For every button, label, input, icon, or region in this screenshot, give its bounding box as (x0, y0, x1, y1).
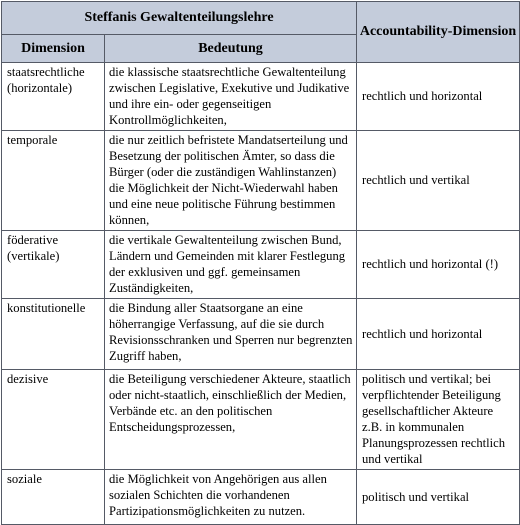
table-row (2, 63, 520, 131)
dimension-cell: konstitutionelle (2, 299, 105, 370)
bedeutung-cell: die klassische staatsrechtliche Gewaltenteilung zwischen Legislative, Exekutive und Judikative und ihre ein- oder gegenseitigen Kontrollmöglichkeiten, (105, 63, 357, 131)
dimension-cell: soziale (2, 470, 105, 525)
group-title: Steffanis Gewaltenteilungslehre (2, 2, 357, 35)
bedeutung-cell: die Möglichkeit von Angehörigen aus allen sozialen Schichten die vorhandenen Partizipationsmöglichkeiten zu nutzen. (105, 470, 357, 525)
column-header-accountability: Accountability-Dimension (357, 2, 520, 63)
bedeutung-cell: die Beteiligung verschiedener Akteure, staatlich oder nicht-staatlich, einschließlich der Medien, Verbände etc. an den politischen Entscheidungsprozessen, (105, 370, 357, 470)
accountability-cell: politisch und vertikal (357, 470, 520, 525)
dimension-cell: dezisive (2, 370, 105, 470)
gewaltenteilung-table (1, 1, 520, 525)
column-header-dimension: Dimension (2, 35, 105, 63)
accountability-cell: politisch und vertikal; bei verpflichtender Beteiligung gesellschaftlicher Akteure z.B. in kommunalen Planungsprozessen rechtlich und vertikal (357, 370, 520, 470)
accountability-cell: rechtlich und vertikal (357, 131, 520, 231)
bedeutung-cell: die vertikale Gewaltenteilung zwischen Bund, Ländern und Gemeinden mit klarer Festlegung der exklusiven und ggf. gemeinsamen Zuständigkeiten, (105, 231, 357, 299)
table-row (2, 470, 520, 525)
bedeutung-cell: die Bindung aller Staatsorgane an eine höherrangige Verfassung, auf die sie durch Revisionsschranken und Sperren nur begrenzten Zugriff haben, (105, 299, 357, 370)
dimension-cell: föderative (vertikale) (2, 231, 105, 299)
column-header-bedeutung: Bedeutung (105, 35, 357, 63)
bedeutung-cell: die nur zeitlich befristete Mandatserteilung und Besetzung der politischen Ämter, so dass die Bürger (oder die zuständigen Wahlinstanzen) die Möglichkeit der Nicht-Wiederwahl haben und eine neue politische Führung bestimmen können, (105, 131, 357, 231)
accountability-cell: rechtlich und horizontal (!) (357, 231, 520, 299)
dimension-cell: staatsrechtliche (horizontale) (2, 63, 105, 131)
table-row (2, 299, 520, 370)
accountability-cell: rechtlich und horizontal (357, 299, 520, 370)
dimension-cell: temporale (2, 131, 105, 231)
table-row (2, 231, 520, 299)
table-row (2, 370, 520, 470)
accountability-cell: rechtlich und horizontal (357, 63, 520, 131)
table-row (2, 131, 520, 231)
